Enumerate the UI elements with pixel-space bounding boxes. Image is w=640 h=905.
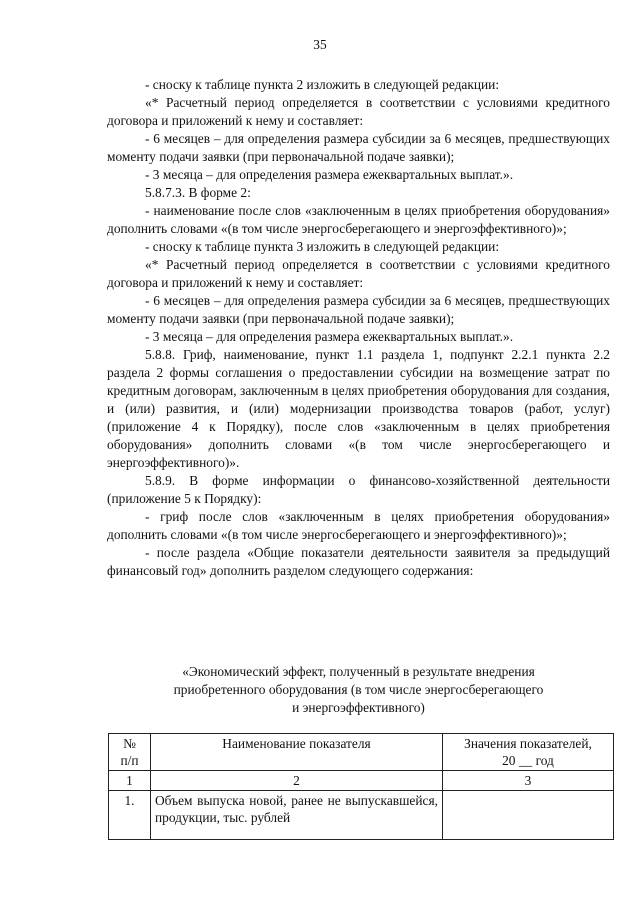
- header-number: № п/п: [109, 734, 151, 771]
- table-header-row: [109, 734, 614, 771]
- row-indicator-value[interactable]: [443, 791, 614, 840]
- page-number: 35: [313, 37, 327, 52]
- paragraph: «* Расчетный период определяется в соответствии с условиями кредитного договора и приложений к нему и составляет:: [107, 257, 610, 290]
- paragraph: 5.8.9. В форме информации о финансово-хозяйственной деятельности (приложение 5 к Порядку):: [107, 473, 610, 506]
- column-number-row: [109, 771, 614, 791]
- paragraph: - сноску к таблице пункта 2 изложить в следующей редакции:: [145, 77, 500, 92]
- paragraph: 5.8.7.3. В форме 2:: [145, 185, 251, 200]
- column-number: 3: [443, 771, 614, 791]
- paragraph: - 3 месяца – для определения размера ежеквартальных выплат.».: [145, 329, 514, 344]
- document-body: [107, 76, 610, 580]
- row-indicator-name: Объем выпуска новой, ранее не выпускавшейся, продукции, тыс. рублей: [151, 791, 443, 840]
- table-row: [109, 791, 614, 840]
- caption-line: «Экономический эффект, полученный в результате внедрения: [182, 664, 535, 679]
- caption-line: приобретенного оборудования (в том числе энергосберегающего: [173, 682, 544, 697]
- paragraph: 5.8.8. Гриф, наименование, пункт 1.1 раздела 1, подпункт 2.2.1 пункта 2.2 раздела 2 формы соглашения о предоставлении субсидии на возмещение затрат по кредитным договорам, заключенным в целях приобретения оборудования для создания, и (или) развития, и (или) модернизации производства товаров (работ, услуг) (приложение 4 к Порядку), после слов «заключенным в целях приобретения оборудования» дополнить словами «(в том числе энергосберегающего и энергоэффективного)».: [107, 347, 610, 470]
- indicators-table: [108, 733, 614, 840]
- paragraph: - после раздела «Общие показатели деятельности заявителя за предыдущий финансовый год» дополнить разделом следующего содержания:: [107, 545, 610, 578]
- paragraph: - гриф после слов «заключенным в целях приобретения оборудования» дополнить словами «(в том числе энергосберегающего и энергоэффективного)»;: [107, 509, 610, 542]
- paragraph: - наименование после слов «заключенным в целях приобретения оборудования» дополнить словами «(в том числе энергосберегающего и энергоэффективного)»;: [107, 203, 610, 236]
- paragraph: - 6 месяцев – для определения размера субсидии за 6 месяцев, предшествующих моменту подачи заявки (при первоначальной подаче заявки);: [107, 131, 610, 164]
- section-caption: [107, 663, 610, 717]
- paragraph: - 6 месяцев – для определения размера субсидии за 6 месяцев, предшествующих моменту подачи заявки (при первоначальной подаче заявки);: [107, 293, 610, 326]
- paragraph: - сноску к таблице пункта 3 изложить в следующей редакции:: [145, 239, 500, 254]
- header-value: Значения показателей, 20 __ год: [443, 734, 614, 771]
- column-number: 2: [151, 771, 443, 791]
- header-name: Наименование показателя: [151, 734, 443, 771]
- paragraph: «* Расчетный период определяется в соответствии с условиями кредитного договора и приложений к нему и составляет:: [107, 95, 610, 128]
- row-number: 1.: [109, 791, 151, 840]
- caption-line: и энергоэффективного): [292, 700, 425, 715]
- paragraph: - 3 месяца – для определения размера ежеквартальных выплат.».: [145, 167, 514, 182]
- column-number: 1: [109, 771, 151, 791]
